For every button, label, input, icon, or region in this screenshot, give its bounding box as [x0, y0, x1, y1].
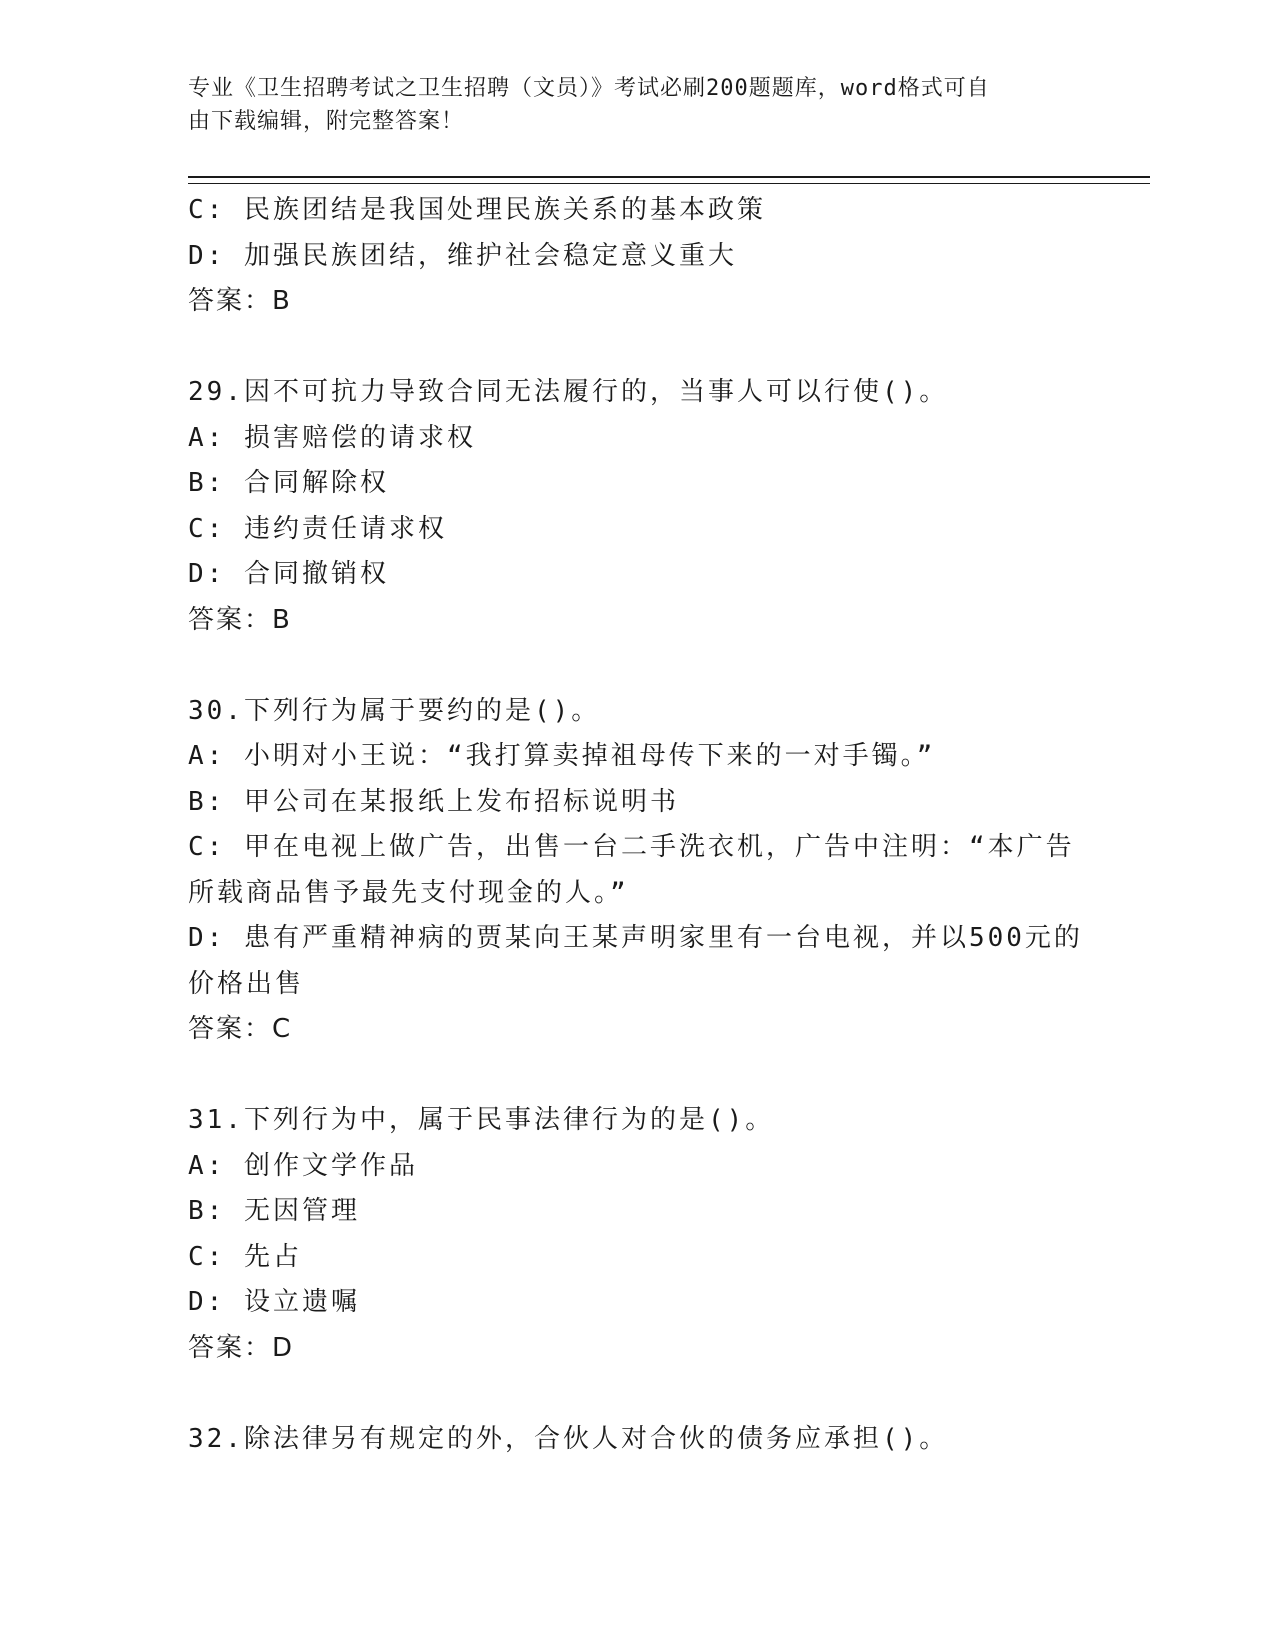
question-list [188, 188, 1088, 1462]
question-stem: 31.下列行为中，属于民事法律行为的是()。 [188, 1105, 775, 1135]
option-b: B: 合同解除权 [188, 468, 389, 498]
option-d: D: 设立遗嘱 [188, 1287, 360, 1317]
question-block-32 [188, 1417, 1088, 1463]
header-line-1: 专业《卫生招聘考试之卫生招聘（文员）》考试必刷200题题库，word格式可自 [188, 76, 990, 101]
header-line-2: 由下载编辑，附完整答案！ [188, 109, 465, 134]
header-divider [188, 176, 1150, 184]
option-b: B: 无因管理 [188, 1196, 360, 1226]
option-a: A: 损害赔偿的请求权 [188, 422, 476, 453]
option-d-continued: 价格出售 [188, 968, 305, 999]
question-block-30 [188, 689, 1088, 1053]
question-block-31 [188, 1098, 1088, 1371]
question-block-28 [188, 188, 1088, 325]
question-stem: 30.下列行为属于要约的是()。 [188, 695, 601, 726]
option-c: C: 违约责任请求权 [188, 513, 447, 544]
question-stem: 32.除法律另有规定的外，合伙人对合伙的债务应承担()。 [188, 1423, 949, 1454]
option-c: C: 甲在电视上做广告，出售一台二手洗衣机，广告中注明：“本广告 [188, 832, 1075, 862]
answer-line: 答案：C [188, 1014, 293, 1044]
answer-line: 答案：B [188, 604, 292, 635]
option-c: C: 民族团结是我国处理民族关系的基本政策 [188, 195, 766, 225]
spacer [188, 1053, 1088, 1099]
spacer [188, 643, 1088, 689]
option-c: C: 先占 [188, 1241, 302, 1272]
question-stem: 29.因不可抗力导致合同无法履行的，当事人可以行使()。 [188, 377, 949, 407]
spacer [188, 325, 1088, 371]
document-header [188, 72, 1068, 138]
answer-line: 答案：D [188, 1332, 295, 1363]
option-a: A: 小明对小王说：“我打算卖掉祖母传下来的一对手镯。” [188, 741, 936, 771]
option-b: B: 甲公司在某报纸上发布招标说明书 [188, 786, 679, 817]
question-block-29 [188, 370, 1088, 643]
option-d: D: 加强民族团结，维护社会稳定意义重大 [188, 240, 737, 271]
option-c-continued: 所载商品售予最先支付现金的人。” [188, 877, 629, 908]
answer-line: 答案：B [188, 286, 292, 316]
option-a: A: 创作文学作品 [188, 1150, 418, 1181]
spacer [188, 1371, 1088, 1417]
option-d: D: 合同撤销权 [188, 559, 389, 589]
option-d: D: 患有严重精神病的贾某向王某声明家里有一台电视，并以500元的 [188, 923, 1083, 953]
